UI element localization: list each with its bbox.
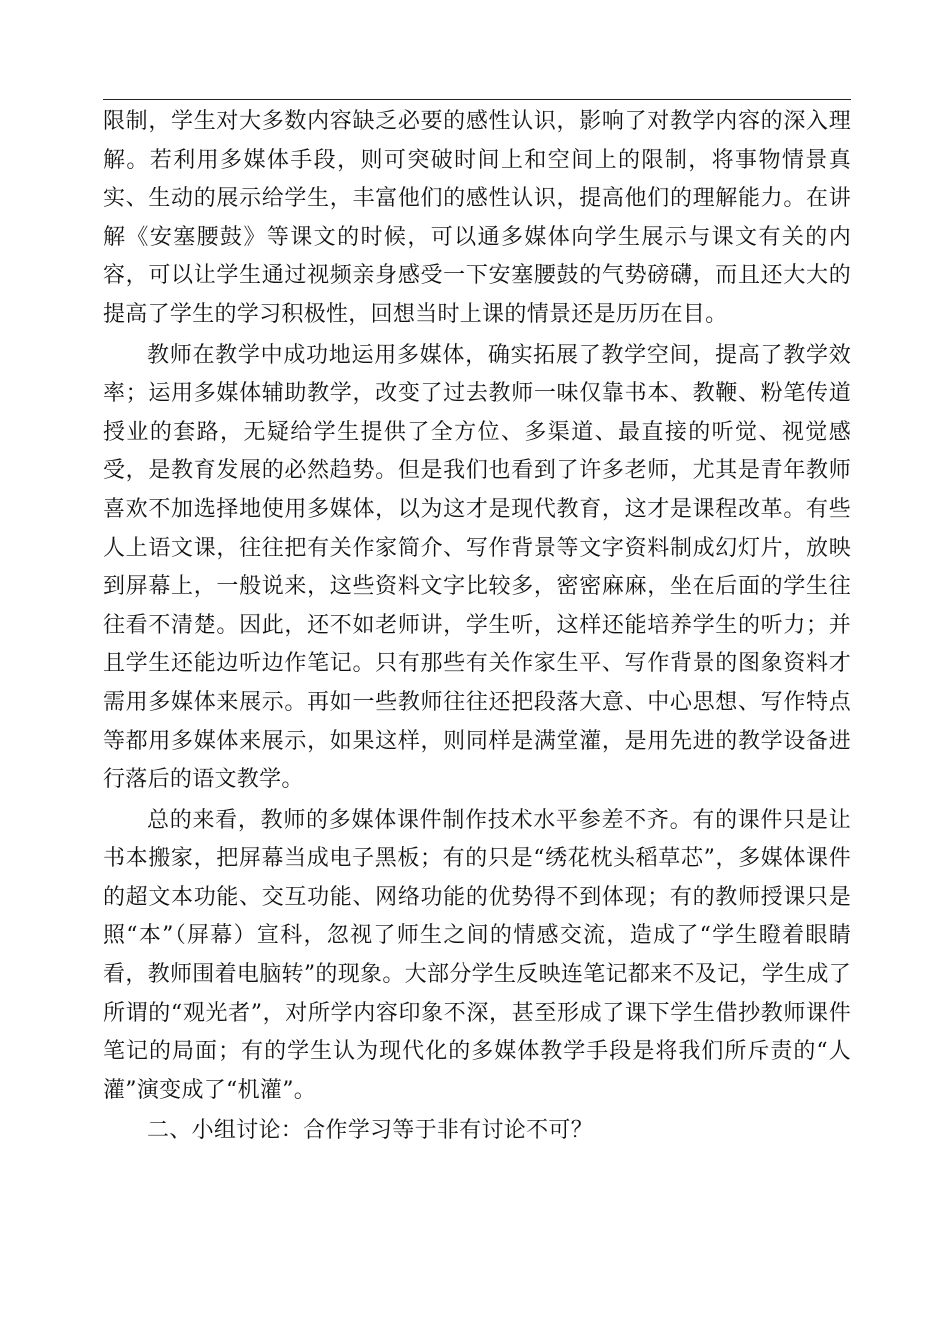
header-rule [103,99,851,100]
paragraph-courseware-quality: 总的来看，教师的多媒体课件制作技术水平参差不齐。有的课件只是让书本搬家，把屏幕当成电子黑板；有的只是“绣花枕头稻草芯”，多媒体课件的超文本功能、交互功能、网络功能的优势得不到体现；有的教师授课只是照“本”（屏幕）宣科，忽视了师生之间的情感交流，造成了“学生瞪着眼睛看，教师围着电脑转”的现象。大部分学生反映连笔记都来不及记，学生成了所谓的“观光者”，对所学内容印象不深，甚至形成了课下学生借抄教师课件笔记的局面；有的学生认为现代化的多媒体教学手段是将我们所斥责的“人灌”演变成了“机灌”。 [103,807,851,1103]
paragraph-multimedia-benefits: 限制，学生对大多数内容缺乏必要的感性认识，影响了对教学内容的深入理解。若利用多媒体手段，则可突破时间上和空间上的限制，将事物情景真实、生动的展示给学生，丰富他们的感性认识，提高他们的理解能力。在讲解《安塞腰鼓》等课文的时候，可以通多媒体向学生展示与课文有关的内容，可以让学生通过视频亲身感受一下安塞腰鼓的气势磅礴，而且还大大的提高了学生的学习积极性，回想当时上课的情景还是历历在目。 [103,109,851,327]
document-body [103,103,851,1151]
section-heading-group-discussion: 二、小组讨论：合作学习等于非有讨论不可？ [147,1118,594,1144]
paragraph-multimedia-misuse: 教师在教学中成功地运用多媒体，确实拓展了教学空间，提高了教学效率；运用多媒体辅助教学，改变了过去教师一味仅靠书本、教鞭、粉笔传道授业的套路，无疑给学生提供了全方位、多渠道、最直接的听觉、视觉感受，是教育发展的必然趋势。但是我们也看到了许多老师，尤其是青年教师喜欢不加选择地使用多媒体，以为这才是现代教育，这才是课程改革。有些人上语文课，往往把有关作家简介、写作背景等文字资料制成幻灯片，放映到屏幕上，一般说来，这些资料文字比较多，密密麻麻，坐在后面的学生往往看不清楚。因此，还不如老师讲，学生听，这样还能培养学生的听力；并且学生还能边听边作笔记。只有那些有关作家生平、写作背景的图象资料才需用多媒体来展示。再如一些教师往往还把段落大意、中心思想、写作特点等都用多媒体来展示，如果这样，则同样是满堂灌，是用先进的教学设备进行落后的语文教学。 [103,342,851,793]
